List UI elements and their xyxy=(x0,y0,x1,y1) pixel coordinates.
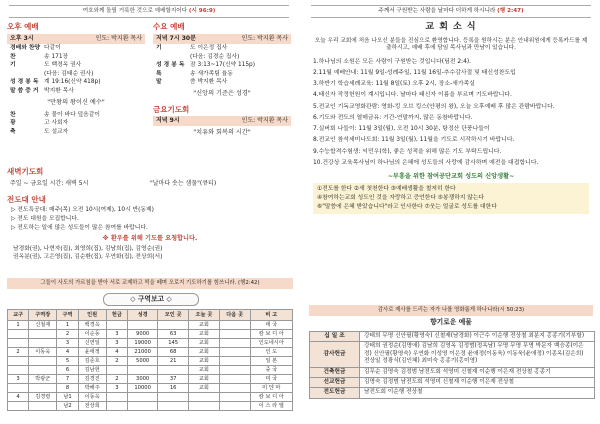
table-cell: 태 국 xyxy=(250,321,292,330)
table-cell: 2 xyxy=(8,348,29,357)
table-row xyxy=(8,321,293,330)
table-cell: 교회 xyxy=(189,366,220,375)
table-cell: 이동욱 xyxy=(29,348,57,357)
offering-names: 김명숙 김정범 남전도회 석영미 신철재 이순행 이은재 전상철 xyxy=(360,378,595,388)
dawn-prayer-title: 새벽기도회 xyxy=(7,167,44,176)
area-report-table xyxy=(7,309,293,411)
table-cell xyxy=(8,402,29,411)
table-cell xyxy=(8,339,29,348)
table-cell: 63 xyxy=(158,330,189,339)
table-cell xyxy=(29,330,57,339)
table-cell xyxy=(158,402,189,411)
area-table-header: 모인 곳 xyxy=(158,310,189,321)
table-cell xyxy=(106,393,127,402)
table-cell: 김경령 xyxy=(29,393,57,402)
table-cell: 김경진 xyxy=(78,375,106,384)
table-cell xyxy=(127,402,157,411)
news-item: 3.하반기 학습세례교육: 11월 8일(토) 오후 2시, 장소-새가족실 xyxy=(313,81,475,88)
news-item: 2.11월 예배안내: 11월 9일-성례주일, 11월 16일-추수감사절 및 태신성찬도입 xyxy=(313,69,516,76)
left-topline-ref: (시 96:9) xyxy=(188,8,216,14)
table-cell: 2 xyxy=(57,330,78,339)
table-cell: 일 본 xyxy=(250,357,292,366)
afternoon-order-key: 말 씀 증 거 xyxy=(10,87,39,94)
table-cell: 4 xyxy=(106,348,127,357)
table-cell: 이동욱 xyxy=(78,393,106,402)
afternoon-order-key: 성 경 봉 독 xyxy=(10,79,39,86)
wednesday-order-row xyxy=(153,79,291,88)
table-cell xyxy=(219,402,250,411)
afternoon-service-leader: 인도: 박지환 목사 xyxy=(95,35,142,43)
table-cell: 교회 xyxy=(189,375,220,384)
table-cell: 16 xyxy=(158,384,189,393)
area-table-header: 헌금 xyxy=(106,310,127,321)
table-cell: 교회 xyxy=(189,339,220,348)
area-table-header: 구역장 xyxy=(29,310,57,321)
table-cell: 미 얀 마 xyxy=(250,384,292,393)
wednesday-sermon-title: "신앙의 기준은 성경" xyxy=(193,90,251,98)
friday-prayer-time: 저녁 9시 xyxy=(156,117,180,125)
table-cell: 교회 xyxy=(189,321,220,330)
area-report-title: ◇ 구역보고 ◇ xyxy=(103,293,199,306)
afternoon-order-key xyxy=(10,71,44,79)
offering-table xyxy=(309,331,595,399)
evangelism-notice xyxy=(7,195,293,262)
afternoon-service-time: 오후 3시 xyxy=(10,35,34,43)
table-cell: 1 xyxy=(8,321,29,330)
offering-title: 향기로운 예물 xyxy=(430,318,472,327)
church-news-intro: 오늘 우리 교회에 처음 나오신 분들을 진심으로 환영합니다. 등록을 원하시는 분은 안내위원에게 등록카드를 제출하시고, 예배 후에 담임 목사님과 만남이 있습니다. xyxy=(314,37,588,52)
wednesday-order-row xyxy=(153,70,291,79)
wednesday-order-key: 말 xyxy=(156,79,162,86)
offering-row xyxy=(310,388,595,398)
worship-columns xyxy=(3,22,295,182)
wednesday-order-value: 씀 박지환 목사 xyxy=(190,79,228,86)
table-cell: 미 국 xyxy=(250,375,292,384)
evangelism-title: 전도대 안내 xyxy=(7,195,46,204)
evangelism-item: ▷ 전도하는 일에 많은 성도들이 많은 참여를 바랍니다. xyxy=(11,224,148,231)
friday-prayer-title: 금요기도회 xyxy=(153,104,190,114)
afternoon-order-row xyxy=(7,87,145,96)
table-cell: 4 xyxy=(8,393,29,402)
wednesday-order-row xyxy=(153,45,291,54)
faith-life-box xyxy=(313,183,589,213)
table-cell: 3 xyxy=(106,339,127,348)
news-item: 5.전교인 기독교영화관람: 영화-킹 오브 킹스(안평의 왕), 오늘 오후예배 후 많은 관람바랍니다. xyxy=(313,103,555,110)
area-table-header: 오늘 곳 xyxy=(189,310,220,321)
table-cell: 7 xyxy=(57,375,78,384)
afternoon-order-end-key: 광 xyxy=(10,120,16,127)
wednesday-order-key: 기 xyxy=(156,45,162,52)
afternoon-sermon-title: "만왕의 왕이신 예수" xyxy=(47,99,105,106)
table-cell xyxy=(219,384,250,393)
afternoon-service-bar xyxy=(7,34,145,44)
table-cell xyxy=(29,384,57,393)
wednesday-order-key: 특 xyxy=(156,70,162,77)
left-page xyxy=(3,2,295,422)
dawn-prayer xyxy=(7,167,293,189)
wednesday-service-title: 수요 예배 xyxy=(153,22,185,32)
table-cell xyxy=(106,402,127,411)
offering-row xyxy=(310,332,595,342)
table-cell: 9000 xyxy=(127,330,157,339)
table-cell: 4 xyxy=(57,348,78,357)
dawn-prayer-time: 주일 ~ 금요일 시간: 새벽 5시 xyxy=(10,179,89,187)
table-cell: 교회 xyxy=(189,357,220,366)
table-cell xyxy=(219,366,250,375)
table-cell: 남1 xyxy=(57,393,78,402)
table-cell: 2 xyxy=(106,357,127,366)
news-item: 4.태신자 작정헌원이 계시입니다. 날마다 태신자 이름을 부르며 기도바랍니다. xyxy=(313,92,512,99)
offering-verse-strip: 감사로 제사를 드리는 자가 나를 영화롭게 하나니라(시 50:23) xyxy=(309,305,593,316)
offering-names: 강태희 권정순(김명애) 김남희 김영옥 김정범(정옥남) 무명 무명 무명 박문자 백승종(이은정) 신안필(황영숙) 우연화 이성영 이은정 윤애정(이동욱) 이동욱(윤애정) 이종옥(김은희) 전상일 정광식(김인혜) 최미숙 홍종기(홍미영) xyxy=(360,342,595,367)
afternoon-order-row xyxy=(7,53,145,62)
afternoon-order-key: 경배와 찬양 xyxy=(10,45,41,52)
afternoon-order-end-key: 찬 xyxy=(10,111,16,118)
afternoon-service xyxy=(7,22,145,136)
table-cell xyxy=(158,321,189,330)
left-verse-strip: 그들이 사도의 가르침을 받아 서로 교제하고 떡을 떼며 오로지 기도하기를 힘쓰니라. (행2:42) xyxy=(7,278,293,289)
table-cell xyxy=(106,321,127,330)
table-cell: 68 xyxy=(158,348,189,357)
right-topline-ref: (행 2:47) xyxy=(497,8,524,14)
table-cell: 신철재 xyxy=(29,321,57,330)
news-item: 7.실버회 나들이: 11월 3일(월), 오전 10시 30분, 탕정산 단풍나들이 xyxy=(313,126,490,133)
wednesday-order-row xyxy=(153,53,291,62)
afternoon-order-value: (다음: 김태순 권사) xyxy=(44,70,94,77)
table-row xyxy=(8,393,293,402)
table-cell: 인도네시아 xyxy=(250,339,292,348)
table-cell: 6 xyxy=(57,366,78,375)
news-item: 6.기도와 전도의 열매금유: 기간-연말까지, 많은 동참바랍니다. xyxy=(313,114,473,121)
afternoon-order-value: 송 171장 xyxy=(44,53,69,60)
wednesday-service-leader: 인도: 박지환 목사 xyxy=(241,35,288,43)
area-table-header: 인원 xyxy=(78,310,106,321)
wednesday-order-row xyxy=(153,62,291,71)
wednesday-order-value: 잠 3:13~17(신약 115p) xyxy=(190,62,256,69)
table-cell: 3 xyxy=(106,384,127,393)
area-table-header: 교구 xyxy=(8,310,29,321)
table-cell xyxy=(29,402,57,411)
table-cell: 윤애정 xyxy=(78,348,106,357)
table-cell xyxy=(219,393,250,402)
offering-category: 건축헌금 xyxy=(310,367,360,377)
table-cell xyxy=(8,357,29,366)
offering-names: 남전도회 이순행 전상철 xyxy=(360,388,595,398)
area-table-header: 성경 xyxy=(127,310,157,321)
table-cell: 중 국 xyxy=(250,366,292,375)
afternoon-order-value: 도 백경옥 권사 xyxy=(44,62,82,69)
table-cell xyxy=(189,393,220,402)
news-item: 1.하나님의 소원은 모든 사람이 구원받는 것입니다(딤전 2:4). xyxy=(313,58,471,65)
wednesday-order-key xyxy=(156,54,190,62)
wednesday-order-value: 도 이은정 집사 xyxy=(190,45,228,52)
table-cell: 8 xyxy=(57,384,78,393)
offering-row xyxy=(310,367,595,377)
table-cell xyxy=(158,393,189,402)
afternoon-order-row xyxy=(7,62,145,71)
afternoon-order-end-value: 송 물이 바다 덮음같이 xyxy=(44,111,100,118)
right-page xyxy=(305,2,597,422)
table-row xyxy=(8,348,293,357)
wednesday-order-key: 성 경 봉 독 xyxy=(156,62,185,69)
afternoon-service-title: 오후 예배 xyxy=(7,22,39,32)
table-row xyxy=(8,357,293,366)
table-cell xyxy=(219,357,250,366)
table-cell: 3 xyxy=(106,330,127,339)
afternoon-order-value: 박지환 목사 xyxy=(44,87,74,94)
table-cell: 캄 보 디 아 xyxy=(250,393,292,402)
offering-category: 선교헌금 xyxy=(310,378,360,388)
friday-prayer-leader: 인도: 박지환 목사 xyxy=(241,117,288,125)
table-cell xyxy=(29,357,57,366)
dawn-prayer-theme: "날마다 솟는 샘물"(큐티) xyxy=(150,179,217,187)
table-cell: 37 xyxy=(158,375,189,384)
table-cell: 김남헌 xyxy=(78,366,106,375)
afternoon-order-end-row xyxy=(7,120,145,129)
area-table-header: 다음 곳 xyxy=(219,310,250,321)
news-item: 9.수능합격수험생: 익민우(학), 좋은 성적을 위해 많은 기도 부탁드립니다. xyxy=(313,148,502,155)
table-cell: 21 xyxy=(158,357,189,366)
offering-row xyxy=(310,378,595,388)
table-cell: 21000 xyxy=(127,348,157,357)
table-row xyxy=(8,330,293,339)
table-cell xyxy=(29,339,57,348)
offering-category: 전도헌금 xyxy=(310,388,360,398)
table-cell: 1 xyxy=(57,321,78,330)
table-cell: 박해주 xyxy=(78,384,106,393)
table-cell: 교회 xyxy=(189,330,220,339)
table-cell: 캄 보 디 아 xyxy=(250,330,292,339)
afternoon-order-end-value: 고 사회자 xyxy=(44,120,69,127)
offering-header xyxy=(305,305,597,327)
table-cell: 19000 xyxy=(127,339,157,348)
offering-row xyxy=(310,342,595,367)
wednesday-service-time: 저녁 7시 30분 xyxy=(156,35,196,43)
table-row xyxy=(8,375,293,384)
table-cell: 3000 xyxy=(127,375,157,384)
friday-prayer-theme: "치유와 회복의 시간" xyxy=(193,129,251,137)
table-cell: 교회 xyxy=(189,384,220,393)
wednesday-order-value: (다음: 김경순 집사) xyxy=(190,53,240,60)
wednesday-order-value: 송 새가족팀 율동 xyxy=(190,70,233,77)
right-topline-text: 주께서 구원받는 사람을 날마다 더하게 하시니라 xyxy=(378,8,496,14)
afternoon-order-key: 찬 xyxy=(10,53,16,60)
friday-prayer-bar xyxy=(153,116,291,126)
wednesday-service-bar xyxy=(153,34,291,44)
area-table-header: 비 고 xyxy=(250,310,292,321)
table-cell xyxy=(8,366,29,375)
table-cell: 10000 xyxy=(127,384,157,393)
table-cell: 인 도 xyxy=(250,348,292,357)
table-cell xyxy=(219,348,250,357)
prayer-request-heading: ※ 환우를 위해 기도를 요청합니다. xyxy=(102,234,198,242)
table-cell: 2 xyxy=(106,375,127,384)
afternoon-order-end-value: 도 설교자 xyxy=(44,128,69,135)
table-cell: 박광군 xyxy=(29,375,57,384)
faith-life-line: ①전도를 한다 ②새 첫천한다 ③예배생활을 철저히 한다 xyxy=(317,186,456,193)
faith-life-title: ~부흥을 위한 참여공단교회 성도의 신앙생활~ xyxy=(387,173,515,181)
offering-names: 김무순 김명숙 김정범 남전도회 석영미 신철재 이순행 이은재 전상철 홍종기 xyxy=(360,367,595,377)
table-cell xyxy=(219,375,250,384)
afternoon-order-value: 계 19:16(신약 418p) xyxy=(44,79,101,86)
church-news-title: 교 회 소 식 xyxy=(425,22,477,33)
table-row xyxy=(8,402,293,411)
table-cell xyxy=(8,330,29,339)
afternoon-order-value: 다같이 xyxy=(44,45,61,52)
afternoon-order-end-key: 축 xyxy=(10,128,16,135)
evangelism-item: ▷ 전도 대원을 모집합니다. xyxy=(11,216,79,223)
table-cell: 이순동 xyxy=(78,330,106,339)
table-cell xyxy=(127,366,157,375)
table-cell xyxy=(106,366,127,375)
table-row xyxy=(8,384,293,393)
left-topline xyxy=(9,5,289,18)
faith-life-line: ⑥"말씀에 은혜 받았습니다"라고 인사한다 ⑦웃는 얼굴로 성도를 대한다 xyxy=(317,203,497,210)
table-cell xyxy=(219,339,250,348)
table-cell xyxy=(127,321,157,330)
table-cell: 5 xyxy=(57,357,78,366)
offering-names: 강태희 무명 신안필(황영숙) 신철재(남경화) 이근수 이순행 전상철 최분지 홍종기(기부할) xyxy=(360,332,595,342)
right-topline xyxy=(311,5,591,18)
afternoon-order-end-row xyxy=(7,111,145,120)
left-topline-text: 여호와께 돌릴 거룩한 것으로 예배할지어다 xyxy=(82,8,188,14)
table-cell: 신연일 xyxy=(78,339,106,348)
afternoon-order-row xyxy=(7,45,145,54)
table-cell: 3 xyxy=(57,339,78,348)
afternoon-order-row xyxy=(7,79,145,88)
table-cell xyxy=(158,366,189,375)
dawn-prayer-line xyxy=(7,179,293,189)
prayer-names-line: 권옥분(권), 고은영(집), 김순환(집), 우연화(집), 전상희(서) xyxy=(13,254,163,261)
offering-category: 십 일 조 xyxy=(310,332,360,342)
table-cell xyxy=(29,366,57,375)
table-cell: 5000 xyxy=(127,357,157,366)
table-cell: 교회 xyxy=(189,348,220,357)
news-item: 10.건강상 교육목사님이 하나님의 은혜에 성도들의 사랑에 감사하며 예전을 대접합니다. xyxy=(313,159,539,166)
table-cell xyxy=(127,393,157,402)
afternoon-order-row xyxy=(7,70,145,79)
table-cell xyxy=(219,321,250,330)
news-item: 8.전교인 참석세미나도회: 11월 3일(월), 11월을 기도로 시작하시기 바랍니다. xyxy=(313,137,515,144)
area-table-header: 구역 xyxy=(57,310,78,321)
wednesday-service xyxy=(153,22,291,141)
table-cell: 3 xyxy=(8,375,29,384)
evangelism-item: ▷ 전도특공대: 매주(목) 오전 10시(여제), 10시 반(동제) xyxy=(11,207,154,214)
table-row xyxy=(8,339,293,348)
faith-life-line: ④참여하는교회 성도인 것을 자랑하고 증언한다 ⑤봉쟁하지 않는다 xyxy=(317,194,485,201)
table-cell xyxy=(8,384,29,393)
afternoon-order-key: 기 xyxy=(10,62,16,69)
afternoon-order-end-row xyxy=(7,128,145,137)
offering-category: 감사헌금 xyxy=(310,342,360,367)
table-row xyxy=(8,366,293,375)
prayer-names-line: 남경화(권), 나현자(집), 최영희(집), 김남희(집), 김영순(권) xyxy=(13,245,163,252)
table-cell: 이 스 라 엘 xyxy=(250,402,292,411)
table-cell: 백경옥 xyxy=(78,321,106,330)
table-cell: 전상희 xyxy=(78,402,106,411)
table-cell: 남2 xyxy=(57,402,78,411)
table-cell: 김준호 xyxy=(78,357,106,366)
table-cell xyxy=(219,330,250,339)
table-cell: 145 xyxy=(158,339,189,348)
table-cell xyxy=(189,402,220,411)
